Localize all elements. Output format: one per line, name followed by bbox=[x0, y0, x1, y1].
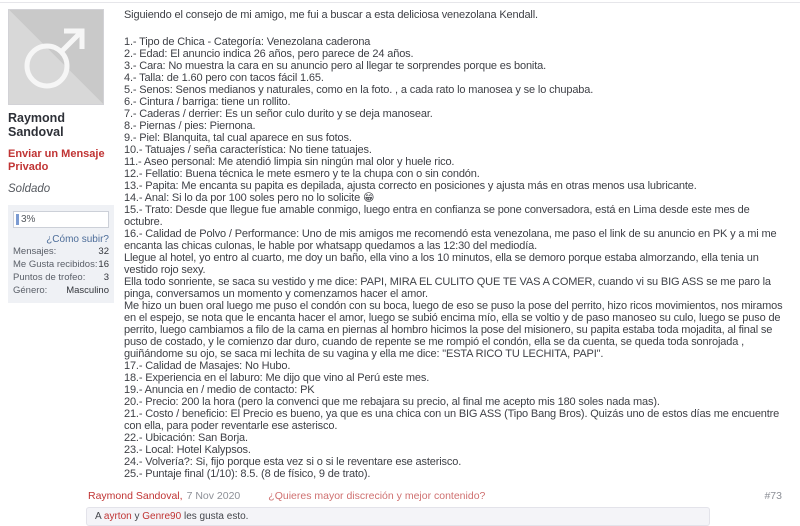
message-line: 1.- Tipo de Chica - Categoría: Venezolana caderona bbox=[124, 36, 371, 48]
progress-percent: 3% bbox=[21, 214, 36, 225]
message-body bbox=[124, 9, 790, 480]
message-line: 16.- Calidad de Polvo / Performance: Uno de mis amigos me recomendó esta venezolana, me paso el link de su anuncio en PK y a mi me encanta las chicas culonas, le hable por whatsapp quedamos a las 12:30 del mediodía. bbox=[124, 228, 777, 252]
message-line: Ella todo sonriente, se saca su vestido y me dice: PAPI, MIRA EL CULITO QUE TE VAS A COMER, cuando vi su BIG ASS se me paro la pinga, conversamos un momento y comenzamos hacer el amor. bbox=[124, 276, 771, 300]
stat-label: Puntos de trofeo: bbox=[13, 272, 86, 283]
message-line: 6.- Cintura / barriga: tiene un rollito. bbox=[124, 96, 291, 108]
message-line: 19.- Anuncia en / medio de contacto: PK bbox=[124, 384, 315, 396]
user-info-panel bbox=[8, 9, 114, 480]
likes-bar bbox=[86, 507, 710, 526]
stat-value[interactable]: 3 bbox=[103, 272, 109, 283]
message-line: 8.- Piernas / pies: Piernona. bbox=[124, 120, 256, 132]
message-line: 10.- Tatuajes / seña característica: No tiene tatuajes. bbox=[124, 144, 372, 156]
send-private-message-link[interactable]: Enviar un Mensaje Privado bbox=[8, 148, 105, 173]
stat-row-trophy-points bbox=[13, 271, 109, 284]
post-date[interactable]: 7 Nov 2020 bbox=[186, 490, 241, 502]
message-line: 24.- Volvería?: Si, fijo porque esta vez si o si le reventare ese asterisco. bbox=[124, 456, 462, 468]
post-number[interactable]: #73 bbox=[764, 490, 782, 502]
message-cell bbox=[114, 9, 792, 480]
liker-link-genre90[interactable]: Genre90 bbox=[142, 511, 182, 522]
forum-post bbox=[0, 3, 800, 480]
level-progress-bar bbox=[13, 211, 109, 228]
message-intro-line: Siguiendo el consejo de mi amigo, me fui a buscar a esta deliciosa venezolana Kendall. bbox=[124, 9, 538, 21]
message-line: 14.- Anal: Si lo da por 100 soles pero no lo solicite 😁 bbox=[124, 192, 375, 204]
message-line: Llegue al hotel, yo entro al cuarto, me doy un baño, ella vino a los 10 minutos, ella se demoro porque estaba almorzando, ella tenia un vestido rojo sexy. bbox=[124, 252, 759, 276]
stat-row-likes-received bbox=[13, 258, 109, 271]
likes-prefix: A bbox=[95, 511, 104, 522]
message-line: 9.- Piel: Blanquita, tal cual aparece en sus fotos. bbox=[124, 132, 352, 144]
message-line: 7.- Caderas / derrier: Es un señor culo durito y se deja manosear. bbox=[124, 108, 433, 120]
message-line: 13.- Papita: Me encanta su papita es depilada, ajusta correcto en posiciones y ajusta más en otras menos usa lubricante. bbox=[124, 180, 697, 192]
message-line: Me hizo un buen oral luego me puso el condón con su boca, luego de eso se puso la pose del perrito, hizo ricos movimientos, nos miramos en el espejo, se nota que le encanta hacer el amor, luego se subió encima mío, ella se voltio y de paso manoseo su culo, luego se puso de perrito, luego cambiamos a filo de la cama en piernas al hombro hicimos la pose del misionero, su papita estaba toda mojadita, al final se puso de costado, y le comienzo dar duro, cuando de repente se me rompió el condón, ella se da cuenta, se queda toda sonrojada , guiñándome su ojo, se saca mi lechita de su vagina y ella me dice: "ESTA RICO TU LECHITA, PAPI". bbox=[124, 300, 783, 360]
stat-row-messages bbox=[13, 245, 109, 258]
message-line: 20.- Precio: 200 la hora (pero la convenci que me rebajara su precio, al final me acepto mis 180 soles nada mas). bbox=[124, 396, 660, 408]
stat-label: Mensajes: bbox=[13, 246, 57, 257]
message-line: 11.- Aseo personal: Me atendió limpia sin ningún mal olor y huele rico. bbox=[124, 156, 455, 168]
stat-value[interactable]: 16 bbox=[98, 259, 109, 270]
message-line: 23.- Local: Hotel Kalypsos. bbox=[124, 444, 251, 456]
likes-suffix: les gusta esto. bbox=[181, 511, 249, 522]
message-line: 22.- Ubicación: San Borja. bbox=[124, 432, 248, 444]
message-line: 2.- Edad: El anuncio indica 26 años, pero parece de 24 años. bbox=[124, 48, 414, 60]
user-stats-box bbox=[8, 205, 114, 303]
message-line: 12.- Fellatio: Buena técnica le mete esmero y te la chupa con o sin condón. bbox=[124, 168, 480, 180]
message-line: 3.- Cara: No muestra la cara en su anuncio pero al llegar te sorprendes porque es bonita. bbox=[124, 60, 547, 72]
how-to-level-up-link[interactable]: ¿Cómo subir? bbox=[46, 234, 109, 245]
message-line: 21.- Costo / beneficio: El Precio es bueno, ya que es una chica con un BIG ASS (Tipo Bang Bros). Quizás uno de estos días me encuentre con ella, para poder reventarle ese asterisco. bbox=[124, 408, 780, 432]
male-symbol-icon bbox=[9, 10, 103, 104]
stat-row-gender bbox=[13, 284, 109, 297]
stat-value[interactable]: 32 bbox=[98, 246, 109, 257]
signature-link[interactable]: ¿Quieres mayor discreción y mejor contenido? bbox=[268, 490, 486, 502]
message-line: 5.- Senos: Senos medianos y naturales, como en la foto. , a cada rato lo manosea y se lo chupaba. bbox=[124, 84, 594, 96]
footer-author-link[interactable]: Raymond Sandoval, bbox=[88, 490, 183, 502]
likes-conjunction: y bbox=[131, 511, 143, 522]
message-line: 15.- Trato: Desde que llegue fue amable conmigo, luego entra en confianza se pone conversadora, está en Lima desde este mes de octubre. bbox=[124, 204, 750, 228]
user-rank: Soldado bbox=[8, 183, 51, 195]
stat-value: Masculino bbox=[66, 285, 109, 296]
stat-label: Género: bbox=[13, 285, 48, 296]
message-line: 25.- Puntaje final (1/10): 8.5. (8 de físico, 9 de trato). bbox=[124, 468, 371, 480]
message-line: 18.- Experiencia en el laburo: Me dijo que vino al Perú este mes. bbox=[124, 372, 430, 384]
avatar[interactable] bbox=[8, 9, 104, 105]
message-line: 4.- Talla: de 1.60 pero con tacos fácil 1.65. bbox=[124, 72, 324, 84]
liker-link-ayrton[interactable]: ayrton bbox=[103, 511, 132, 522]
post-footer bbox=[88, 490, 792, 502]
message-line: 17.- Calidad de Masajes: No Hubo. bbox=[124, 360, 291, 372]
message-lines bbox=[124, 36, 790, 480]
progress-fill bbox=[16, 214, 19, 225]
username[interactable]: Raymond Sandoval bbox=[8, 111, 65, 139]
stat-label: Me Gusta recibidos: bbox=[13, 259, 98, 270]
